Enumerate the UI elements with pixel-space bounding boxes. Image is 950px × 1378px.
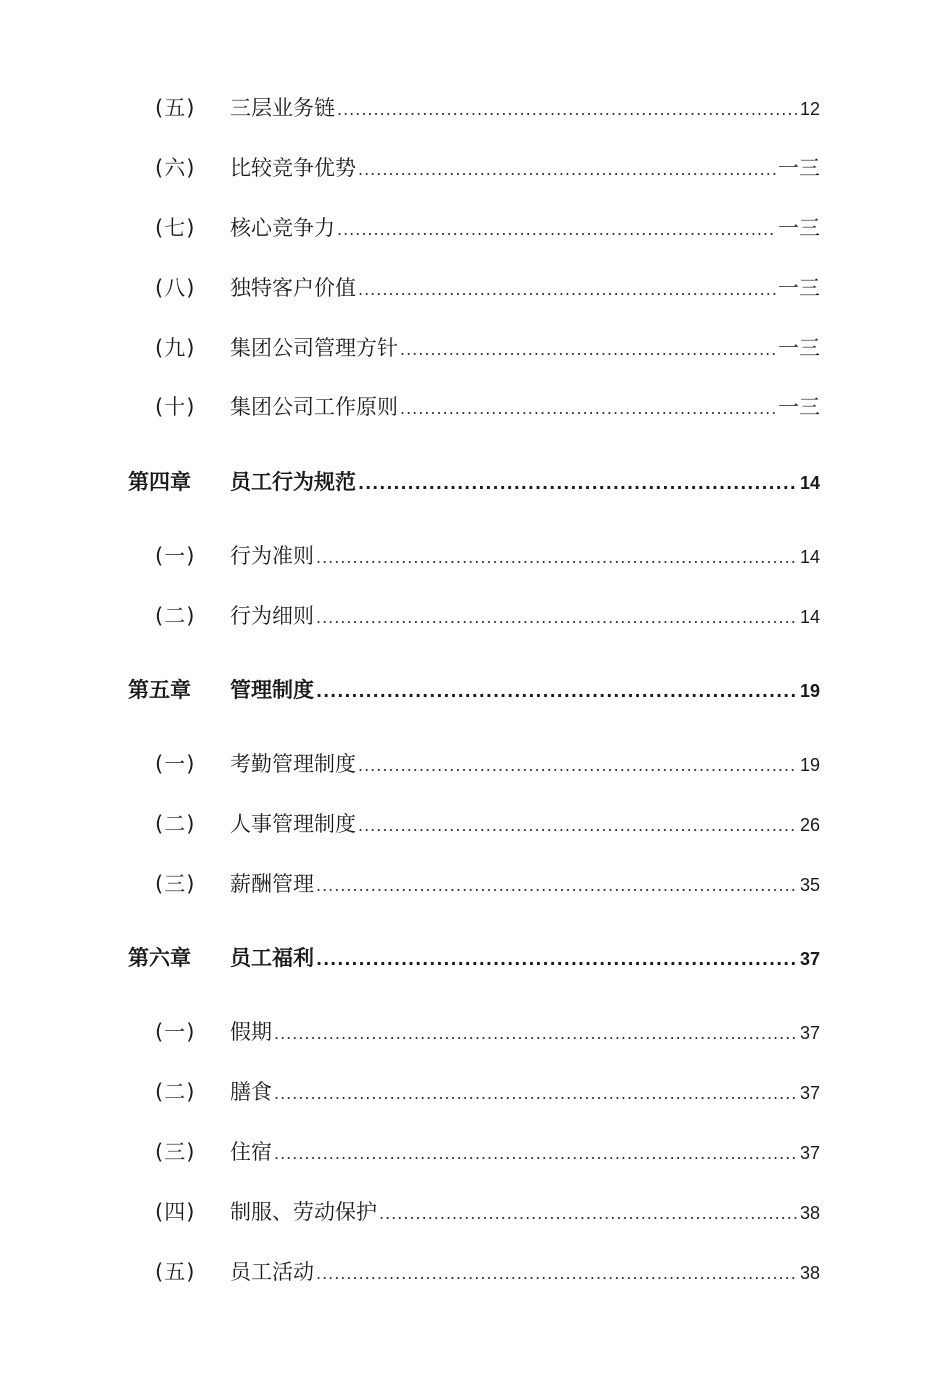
toc-section-entry[interactable] xyxy=(0,1194,950,1228)
toc-dot-leader xyxy=(316,682,798,701)
toc-entry-line xyxy=(230,391,820,421)
toc-entry-number: 第四章 xyxy=(128,470,191,494)
toc-chapter-entry[interactable] xyxy=(0,672,950,706)
toc-entry-number: (一) xyxy=(155,1020,196,1044)
toc-entry-line xyxy=(230,942,820,972)
toc-entry-number: (七) xyxy=(155,216,196,240)
toc-dot-leader xyxy=(316,876,798,895)
toc-entry-number: (二) xyxy=(155,812,196,836)
toc-entry-title: 行为准则 xyxy=(230,544,314,568)
toc-dot-leader xyxy=(400,340,776,359)
toc-section-entry[interactable] xyxy=(0,598,950,632)
toc-dot-leader xyxy=(379,1204,798,1223)
toc-section-entry[interactable] xyxy=(0,90,950,124)
toc-entry-line xyxy=(230,540,820,570)
toc-dot-leader xyxy=(316,548,798,567)
toc-chapter-entry[interactable] xyxy=(0,940,950,974)
toc-dot-leader xyxy=(274,1024,798,1043)
toc-entry-title: 薪酬管理 xyxy=(230,872,314,896)
toc-entry-line xyxy=(230,1136,820,1166)
toc-section-entry[interactable] xyxy=(0,1074,950,1108)
toc-entry-line xyxy=(230,466,820,496)
toc-entry-number: (三) xyxy=(155,1140,196,1164)
toc-entry-line xyxy=(230,1076,820,1106)
toc-dot-leader xyxy=(358,816,798,835)
toc-entry-title: 人事管理制度 xyxy=(230,812,356,836)
toc-entry-title: 假期 xyxy=(230,1020,272,1044)
toc-dot-leader xyxy=(316,608,798,627)
toc-entry-line xyxy=(230,212,820,242)
toc-entry-line xyxy=(230,1196,820,1226)
toc-entry-title: 员工活动 xyxy=(230,1260,314,1284)
toc-section-entry[interactable] xyxy=(0,270,950,304)
toc-page-number: 37 xyxy=(799,949,820,969)
toc-entry-number: (二) xyxy=(155,604,196,628)
toc-entry-title: 员工行为规范 xyxy=(230,470,356,494)
toc-entry-line xyxy=(230,152,820,182)
toc-entry-number: (五) xyxy=(155,96,196,120)
toc-entry-number: (四) xyxy=(155,1200,196,1224)
toc-entry-title: 管理制度 xyxy=(230,678,314,702)
toc-entry-number: (五) xyxy=(155,1260,196,1284)
toc-dot-leader xyxy=(274,1144,798,1163)
toc-page-number: 一三 xyxy=(778,156,820,180)
toc-entry-number: (一) xyxy=(155,752,196,776)
toc-page-number: 26 xyxy=(799,815,820,835)
toc-entry-title: 比较竞争优势 xyxy=(230,156,356,180)
toc-page-number: 14 xyxy=(799,473,820,493)
toc-entry-title: 住宿 xyxy=(230,1140,272,1164)
toc-page-number: 37 xyxy=(799,1143,820,1163)
toc-entry-title: 行为细则 xyxy=(230,604,314,628)
toc-entry-line xyxy=(230,674,820,704)
toc-entry-line xyxy=(230,808,820,838)
toc-entry-title: 核心竞争力 xyxy=(230,216,335,240)
toc-entry-number: (九) xyxy=(155,336,196,360)
toc-entry-line xyxy=(230,748,820,778)
toc-section-entry[interactable] xyxy=(0,1254,950,1288)
toc-entry-title: 独特客户价值 xyxy=(230,276,356,300)
toc-entry-number: (三) xyxy=(155,872,196,896)
toc-dot-leader xyxy=(358,280,776,299)
toc-entry-title: 三层业务链 xyxy=(230,96,335,120)
toc-dot-leader xyxy=(358,160,776,179)
toc-entry-line xyxy=(230,92,820,122)
toc-entry-number: 第五章 xyxy=(128,678,191,702)
toc-entry-number: (一) xyxy=(155,544,196,568)
toc-page-number: 一三 xyxy=(778,216,820,240)
toc-entry-number: (十) xyxy=(155,395,196,419)
toc-section-entry[interactable] xyxy=(0,150,950,184)
toc-entry-line xyxy=(230,868,820,898)
toc-page-number: 19 xyxy=(799,681,820,701)
toc-section-entry[interactable] xyxy=(0,1014,950,1048)
toc-page-number: 一三 xyxy=(778,395,820,419)
toc-entry-title: 集团公司管理方针 xyxy=(230,336,398,360)
toc-entry-line xyxy=(230,600,820,630)
toc-section-entry[interactable] xyxy=(0,1134,950,1168)
toc-section-entry[interactable] xyxy=(0,746,950,780)
toc-entry-title: 员工福利 xyxy=(230,946,314,970)
toc-page-number: 38 xyxy=(799,1263,820,1283)
toc-entry-line xyxy=(230,1016,820,1046)
toc-section-entry[interactable] xyxy=(0,210,950,244)
toc-page-number: 14 xyxy=(799,547,820,567)
toc-entry-number: (六) xyxy=(155,156,196,180)
toc-dot-leader xyxy=(316,950,798,969)
toc-page-number: 一三 xyxy=(778,336,820,360)
toc-dot-leader xyxy=(337,220,776,239)
toc-section-entry[interactable] xyxy=(0,330,950,364)
toc-page-number: 38 xyxy=(799,1203,820,1223)
toc-entry-line xyxy=(230,272,820,302)
toc-page-number: 一三 xyxy=(778,276,820,300)
toc-page-number: 37 xyxy=(799,1023,820,1043)
toc-section-entry[interactable] xyxy=(0,389,950,423)
toc-entry-line xyxy=(230,332,820,362)
toc-section-entry[interactable] xyxy=(0,866,950,900)
toc-page-number: 37 xyxy=(799,1083,820,1103)
toc-entry-number: (二) xyxy=(155,1080,196,1104)
toc-dot-leader xyxy=(358,474,798,493)
toc-page-number: 12 xyxy=(799,99,820,119)
toc-page-number: 35 xyxy=(799,875,820,895)
toc-section-entry[interactable] xyxy=(0,806,950,840)
toc-page-number: 19 xyxy=(799,755,820,775)
toc-section-entry[interactable] xyxy=(0,538,950,572)
toc-entry-line xyxy=(230,1256,820,1286)
toc-entry-title: 集团公司工作原则 xyxy=(230,395,398,419)
toc-entry-title: 考勤管理制度 xyxy=(230,752,356,776)
toc-dot-leader xyxy=(358,756,798,775)
toc-entry-number: (八) xyxy=(155,276,196,300)
toc-dot-leader xyxy=(274,1084,798,1103)
toc-dot-leader xyxy=(316,1264,798,1283)
toc-chapter-entry[interactable] xyxy=(0,464,950,498)
toc-page-number: 14 xyxy=(799,607,820,627)
toc-entry-number: 第六章 xyxy=(128,946,191,970)
toc-entry-title: 膳食 xyxy=(230,1080,272,1104)
toc-dot-leader xyxy=(400,399,776,418)
toc-entry-title: 制服、劳动保护 xyxy=(230,1200,377,1224)
toc-dot-leader xyxy=(337,100,798,119)
